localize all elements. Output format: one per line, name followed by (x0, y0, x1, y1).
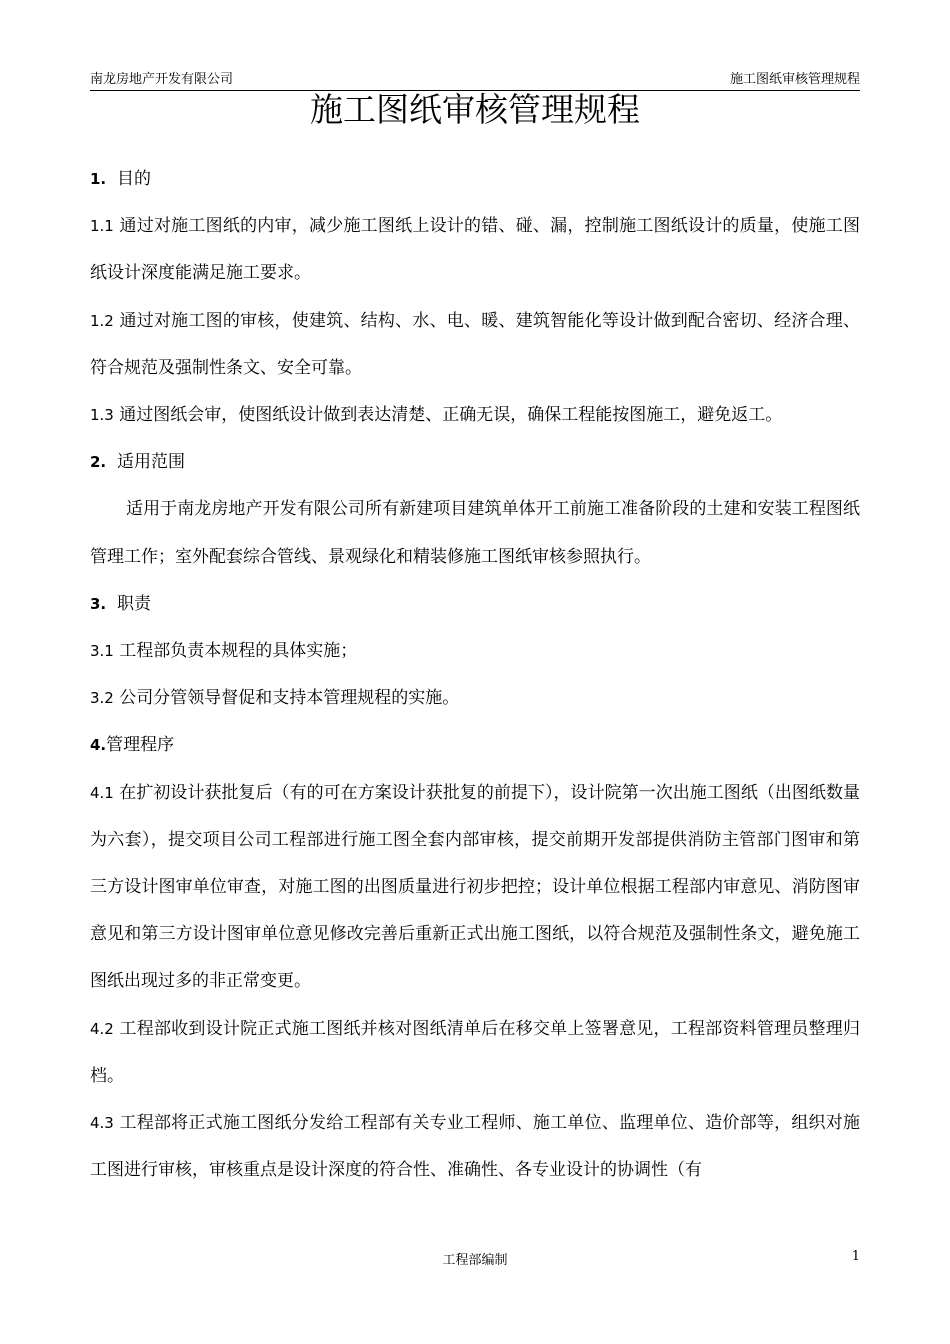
clause-text: 通过对施工图的审核，使建筑、结构、水、电、暖、建筑智能化等设计做到配合密切、经济合理、符合规范及强制性条文、安全可靠。 (90, 310, 861, 378)
clause-number: 1.2 (90, 311, 114, 330)
paragraph-4-2 (90, 1006, 860, 1100)
clause-text: 通过图纸会审，使图纸设计做到表达清楚、正确无误，确保工程能按图施工，避免返工。 (119, 405, 783, 426)
clause-text: 工程部负责本规程的具体实施； (119, 641, 358, 662)
section-title: 适用范围 (116, 452, 185, 473)
clause-text: 通过对施工图纸的内审，减少施工图纸上设计的错、碰、漏，控制施工图纸设计的质量，使施工图纸设计深度能满足施工要求。 (90, 216, 861, 284)
section-title: 职责 (116, 593, 151, 614)
clause-number: 4.2 (90, 1019, 114, 1038)
paragraph-1-1 (90, 203, 860, 297)
document-body (90, 156, 860, 1194)
paragraph-3-1 (90, 628, 860, 675)
clause-text: 工程部收到设计院正式施工图纸并核对图纸清单后在移交单上签署意见，工程部资料管理员整理归档。 (90, 1018, 861, 1086)
section-number: 1. (90, 170, 107, 188)
paragraph-4-1 (90, 770, 860, 1006)
clause-number: 3.1 (90, 642, 114, 661)
clause-number: 4.3 (90, 1114, 114, 1133)
paragraph-1-3 (90, 392, 860, 439)
clause-text: 工程部将正式施工图纸分发给工程部有关专业工程师、施工单位、监理单位、造价部等，组织对施工图进行审核，审核重点是设计深度的符合性、准确性、各专业设计的协调性（有 (90, 1113, 861, 1181)
section-number: 2. (90, 453, 107, 472)
clause-number: 3.2 (90, 689, 114, 708)
section-4-heading (90, 722, 860, 769)
section-title: 管理程序 (106, 735, 175, 756)
footer-department: 工程部编制 (442, 1253, 508, 1268)
page-number: 1 (851, 1249, 860, 1264)
section-3-heading (90, 581, 860, 628)
header-doc-name: 施工图纸审核管理规程 (729, 72, 860, 87)
section-title: 目的 (116, 169, 151, 189)
paragraph-2: 适用于南龙房地产开发有限公司所有新建项目建筑单体开工前施工准备阶段的土建和安装工程图纸管理工作；室外配套综合管线、景观绿化和精装修施工图纸审核参照执行。 (90, 499, 860, 567)
paragraph-3-2 (90, 675, 860, 722)
section-number: 3. (90, 594, 107, 613)
section-2-heading (90, 439, 860, 486)
header-company: 南龙房地产开发有限公司 (90, 72, 234, 87)
clause-text: 在扩初设计获批复后（有的可在方案设计获批复的前提下），设计院第一次出施工图纸（出图纸数量为六套），提交项目公司工程部进行施工图全套内部审核，提交前期开发部提供消防主管部门图审和第三方设计图审单位审查，对施工图的出图质量进行初步把控；设计单位根据工程部内审意见、消防图审意见和第三方设计图审单位意见修改完善后重新正式出施工图纸，以符合规范及强制性条文，避免施工图纸出现过多的非正常变更。 (90, 782, 861, 992)
paragraph-4-3 (90, 1100, 860, 1194)
section-1-heading (90, 156, 860, 203)
clause-number: 1.1 (90, 217, 114, 236)
paragraph-1-2 (90, 298, 860, 392)
document-title: 施工图纸审核管理规程 (310, 90, 640, 129)
clause-number: 1.3 (90, 406, 114, 425)
section-number: 4. (90, 736, 107, 755)
clause-text: 公司分管领导督促和支持本管理规程的实施。 (119, 688, 460, 709)
clause-number: 4.1 (90, 783, 114, 802)
